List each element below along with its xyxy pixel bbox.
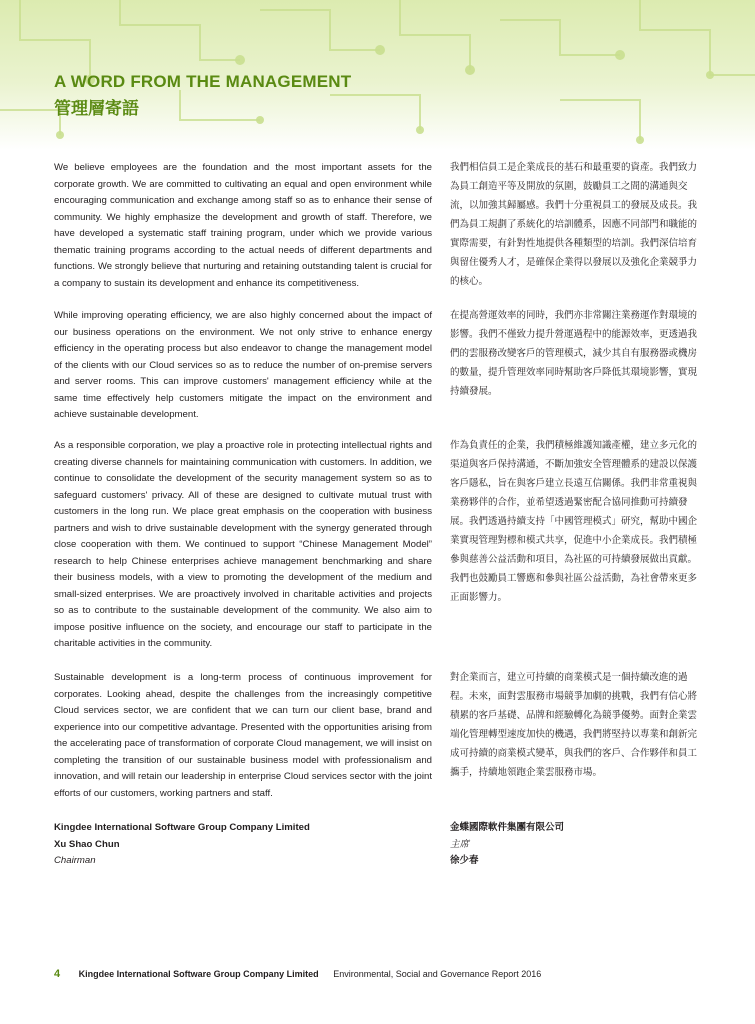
page-number: 4 — [54, 968, 61, 980]
paragraph-zh-1: 我們相信員工是企業成長的基石和最重要的資產。我們致力為員工創造平等及開放的氛圍，鼓勵員工之間的溝通與交流，以加強其歸屬感。我們十分重視員工的發展及成長。我們為員工規劃了系統化的培訓體系，因應不同部門和職能的實際需要，有針對性地提供各種類型的培訓。我們深信培育與留住優秀人才，是確保企業得以發展以及強化企業競爭力的核心。 — [450, 162, 698, 287]
paragraph-en-3: As a responsible corporation, we play a proactive role in protecting intellectual rights and creating diverse channels for maintaining communication with customers. In addition, we continue to consolidate the development of the security management system so as to safeguard customers' privacy. All of these are designed to cultivate mutual trust with customers in the long run. We place great emphasis on the cooperation with business partners and wish to drive sustainable development with the synergy generated through close cooperation with them. We continued to support “Chinese Management Model” research to help Chinese enterprises achieve management benchmarking and share their business models, with a view to promoting the development of the medium and small-sized enterprises. We are proactively involved in charitable activities and projects so as to contribute to the sustainable development of the community. We also aim to impose positive influence on the society, and encourage our staff to participate in the charitable activities in the community. — [54, 440, 432, 649]
page-title-chinese: 管理層寄語 — [54, 99, 139, 119]
signature-company: Kingdee International Software Group Company Limited — [54, 822, 310, 833]
paragraph-zh-4: 對企業而言，建立可持續的商業模式是一個持續改進的過程。未來，面對雲服務市場競爭加劇的挑戰，我們有信心將積累的客戶基礎、品牌和經驗轉化為競爭優勢。面對企業雲端化管理轉型速度加快的機遇，我們將堅持以專業和創新完成可持續的商業模式變革，與我們的客戶、合作夥伴和員工攜手，持續地領跑企業雲服務市場。 — [450, 672, 698, 778]
signature-en — [54, 820, 310, 870]
signature-zh — [450, 820, 564, 870]
paragraph-en-1: We believe employees are the foundation and the most important assets for the corporate growth. We are committed to cultivating an equal and open environment while encouraging communication and exchange among staff so as to enhance their sense of community. We highly emphasize the development and growth of staff. Therefore, we have developed a systematic staff training program, under which we provide various thematic training programs according to the actual needs of different departments and functions. We strongly believe that nurturing and retaining outstanding talent is crucial for a company to sustain its development and enhance its competitiveness. — [54, 162, 432, 289]
paragraph-en-2: While improving operating efficiency, we are also highly concerned about the impact of our business operations on the environment. We not only strive to enhance energy efficiency in the operating process but also endeavor to change the management model of the clients with our Cloud services so as to reduce the number of on-premise servers and server rooms. This can improve customers' management efficiency while at the same time effectively help customers mitigate the impact on the environment and achieve sustainable development. — [54, 310, 432, 420]
signature-title: Chairman — [54, 855, 96, 866]
footer-company: Kingdee International Software Group Company Limited — [78, 969, 319, 979]
paragraph-en-4: Sustainable development is a long-term process of continuous improvement for corporates. Looking ahead, despite the challenges from the increasingly competitive Cloud services sector, we are confident that we can turn our client base, brand and experience into our competitive advantage. Presented with the opportunities arising from the accelerating pace of transformation of corporate Cloud management, we will insist on completing the transition of our sustainable business model with professionalism and innovation, and will retain our leadership in enterprise Cloud services sector with the joint efforts of our customers, working partners and staff. — [54, 672, 432, 799]
paragraph-zh-2: 在提高營運效率的同時，我們亦非常關注業務運作對環境的影響。我們不僅致力提升營運過程中的能源效率，更透過我們的雲服務改變客戶的管理模式，減少其自有服務器或機房的數量，提升管理效率同時幫助客戶降低其環境影響，實現持續發展。 — [450, 310, 698, 397]
signature-name-chinese: 徐少春 — [450, 855, 479, 866]
signature-title-chinese: 主席 — [450, 838, 470, 850]
signature-name: Xu Shao Chun — [54, 838, 120, 850]
footer-report-title: Environmental, Social and Governance Report 2016 — [333, 969, 542, 979]
page-title: A WORD FROM THE MANAGEMENT — [54, 72, 352, 91]
page-footer — [54, 968, 541, 980]
paragraph-zh-3: 作為負責任的企業，我們積極維護知識產權，建立多元化的渠道與客戶保持溝通，不斷加強安全管理體系的建設以保護客戶隱私，旨在與客戶建立長遠互信關係。我們非常重視與業務夥伴的合作，並希望透過緊密配合協同推動可持續發展。我們透過持續支持「中國管理模式」研究，幫助中國企業實現管理對標和模式共享，促進中小企業成長。我們積極參與慈善公益活動和項目，為社區的可持續發展做出貢獻。我們也鼓勵員工響應和參與社區公益活動，為社會帶來更多正面影響力。 — [450, 440, 698, 603]
signature-company-chinese: 金蝶國際軟件集團有限公司 — [450, 822, 565, 833]
